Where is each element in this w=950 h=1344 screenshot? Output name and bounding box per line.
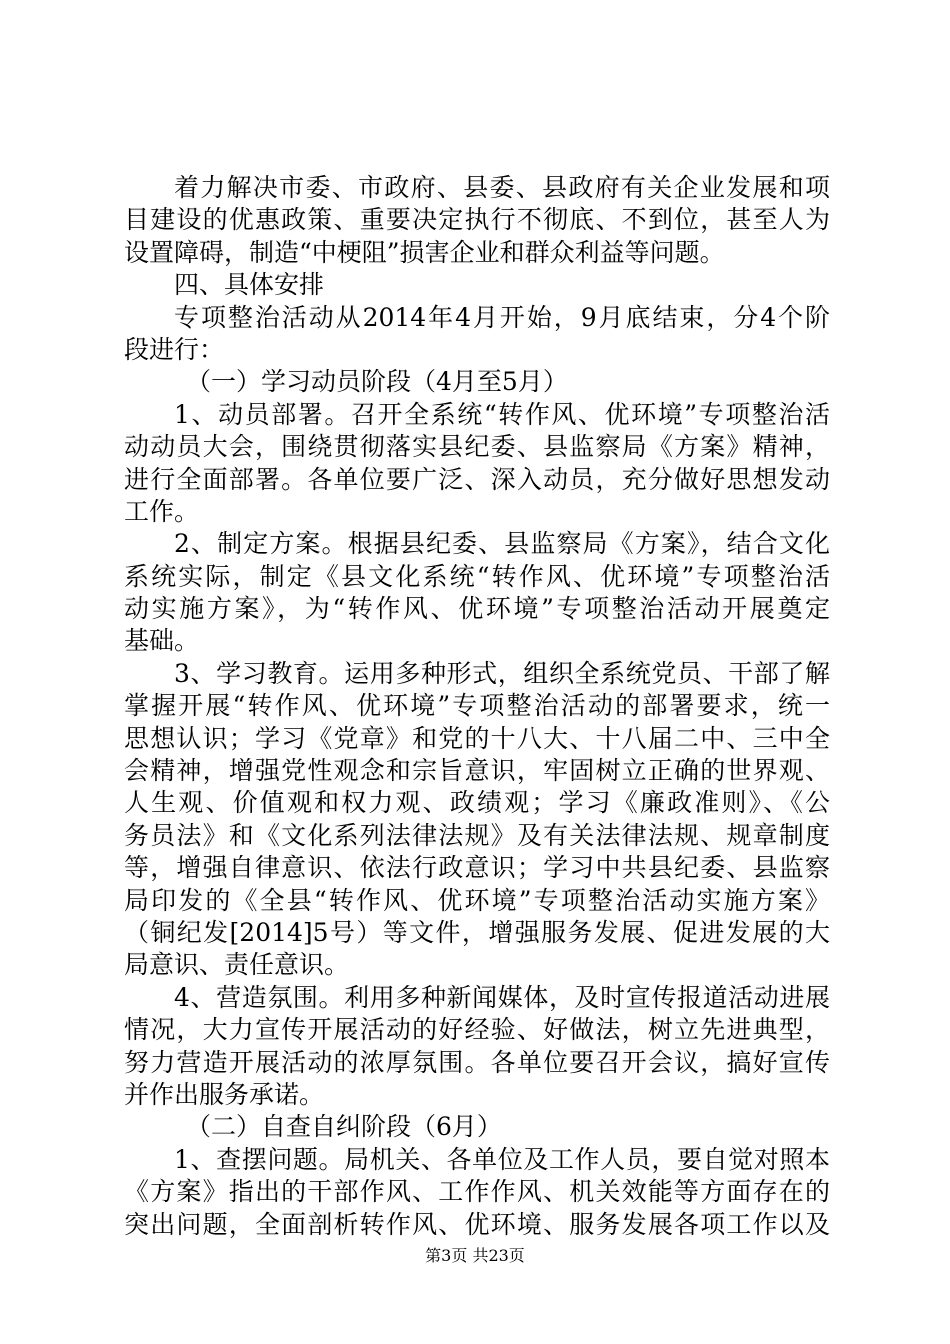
body-line: 动实施方案》，为“转作风、优环境”专项整治活动开展奠定 [124, 594, 830, 624]
body-line: 专项整治活动从2014年4月开始，9月底结束，分4个阶 [174, 302, 830, 332]
body-line: 局印发的《全县“转作风、优环境”专项整治活动实施方案》 [124, 885, 830, 915]
body-line: 1、动员部署。召开全系统“转作风、优环境”专项整治活 [174, 399, 830, 429]
body-line: 局意识、责任意识。 [124, 950, 350, 980]
subsection-heading: （二）自查自纠阶段（6月） [186, 1112, 502, 1142]
body-line: 目建设的优惠政策、重要决定执行不彻底、不到位，甚至人为 [124, 205, 830, 235]
body-line: 情况，大力宣传开展活动的好经验、好做法，树立先进典型， [124, 1015, 830, 1045]
body-line: 1、查摆问题。局机关、各单位及工作人员，要自觉对照本 [174, 1144, 830, 1174]
body-line: 着力解决市委、市政府、县委、县政府有关企业发展和项 [174, 173, 830, 202]
body-line: 工作。 [124, 496, 200, 526]
section-heading: 四、具体安排 [174, 270, 325, 300]
body-line: 4、营造氛围。利用多种新闻媒体，及时宣传报道活动进展 [174, 982, 830, 1012]
body-line: 2、制定方案。根据县纪委、县监察局《方案》，结合文化 [174, 529, 830, 559]
body-line: 务员法》和《文化系列法律法规》及有关法律法规、规章制度 [124, 820, 830, 850]
body-line: 设置障碍，制造“中梗阻”损害企业和群众利益等问题。 [124, 237, 725, 267]
body-line: 努力营造开展活动的浓厚氛围。各单位要召开会议，搞好宣传 [124, 1047, 830, 1077]
body-line: 动动员大会，围绕贯彻落实县纪委、县监察局《方案》精神， [124, 432, 830, 462]
body-line: 突出问题，全面剖析转作风、优环境、服务发展各项工作以及 [124, 1209, 830, 1239]
body-line: 掌握开展“转作风、优环境”专项整治活动的部署要求，统一 [124, 691, 830, 721]
page-footer: 第3页 共23页 [425, 1246, 525, 1265]
body-line: （铜纪发[2014]5号）等文件，增强服务发展、促进发展的大 [124, 917, 830, 947]
subsection-heading: （一）学习动员阶段（4月至5月） [186, 367, 568, 397]
body-line: 段进行： [124, 334, 225, 364]
body-line: 思想认识；学习《党章》和党的十八大、十八届二中、三中全 [124, 723, 830, 753]
document-body [124, 172, 830, 1241]
body-line: 等，增强自律意识、依法行政意识；学习中共县纪委、县监察 [124, 853, 830, 883]
body-line: 人生观、价值观和权力观、政绩观；学习《廉政准则》、《公 [124, 788, 830, 818]
body-line: 《方案》指出的干部作风、工作作风、机关效能等方面存在的 [124, 1177, 830, 1207]
body-line: 进行全面部署。各单位要广泛、深入动员，充分做好思想发动 [124, 464, 830, 494]
body-line: 3、学习教育。运用多种形式，组织全系统党员、干部了解 [174, 658, 830, 688]
body-line: 并作出服务承诺。 [124, 1079, 325, 1109]
body-line: 基础。 [124, 626, 200, 656]
body-line: 系统实际，制定《县文化系统“转作风、优环境”专项整治活 [124, 561, 830, 591]
body-line: 会精神，增强党性观念和宗旨意识，牢固树立正确的世界观、 [124, 756, 830, 786]
